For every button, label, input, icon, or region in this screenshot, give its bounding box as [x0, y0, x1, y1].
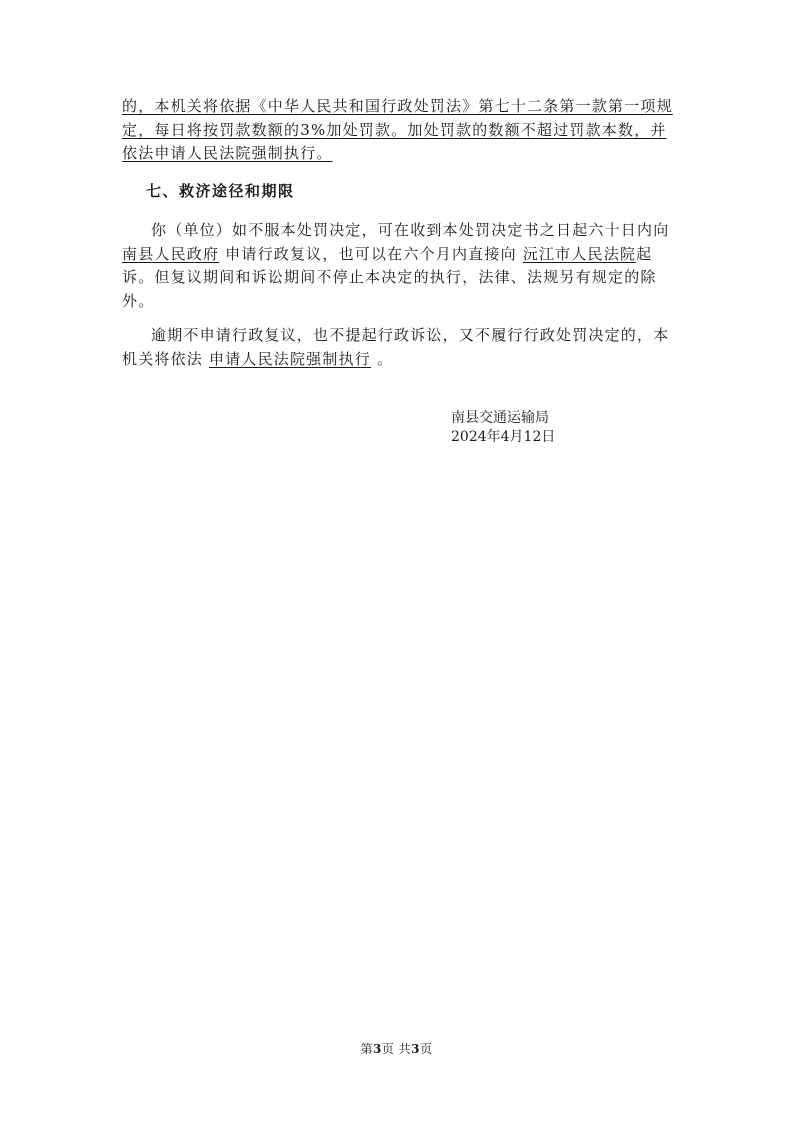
- signature-block: [451, 409, 555, 447]
- remedies-text-1: 你（单位）如不服本处罚决定，可在收到本处罚决定书之日起六十日内向: [151, 221, 670, 239]
- review-org: 南县人民政府: [122, 244, 220, 263]
- issue-date: 2024年4月12日: [451, 429, 556, 445]
- remedies-paragraph: [122, 219, 674, 313]
- remedies-text-3: 起诉。但复议期间和诉讼期间不停止本决定的执行，法律、法规另有规定的除外。: [122, 244, 657, 310]
- enforcement-text-1: 逾期不申请行政复议，也不提起行政诉讼，又不履行行政处罚决定的，本机关将依法: [122, 326, 670, 368]
- continuation-text: 的，本机关将依据《中华人民共和国行政处罚法》第七十二条第一款第一项规定，每日将按罚款数额的3%加处罚款。加处罚款的数额不超过罚款本数，并依法申请人民法院强制执行。: [122, 97, 673, 162]
- footer-suffix: 页: [420, 1042, 433, 1056]
- enforcement-action: 申请人民法院强制执行: [208, 349, 371, 368]
- continuation-paragraph: [122, 95, 674, 166]
- issuing-org: 南县交通运输局: [451, 410, 549, 426]
- section-heading-remedies: 七、救济途径和期限: [146, 182, 295, 200]
- footer-middle: 页 共: [381, 1042, 412, 1056]
- remedies-text-2: 申请行政复议，也可以在六个月内直接向: [225, 244, 517, 263]
- footer-prefix: 第: [360, 1042, 373, 1056]
- current-page-number: 3: [372, 1042, 382, 1056]
- page-footer: [0, 1040, 793, 1057]
- enforcement-paragraph: [122, 324, 674, 371]
- enforcement-end: 。: [376, 349, 394, 368]
- total-pages-number: 3: [411, 1042, 421, 1056]
- court-name: 沅江市人民法院: [522, 244, 637, 263]
